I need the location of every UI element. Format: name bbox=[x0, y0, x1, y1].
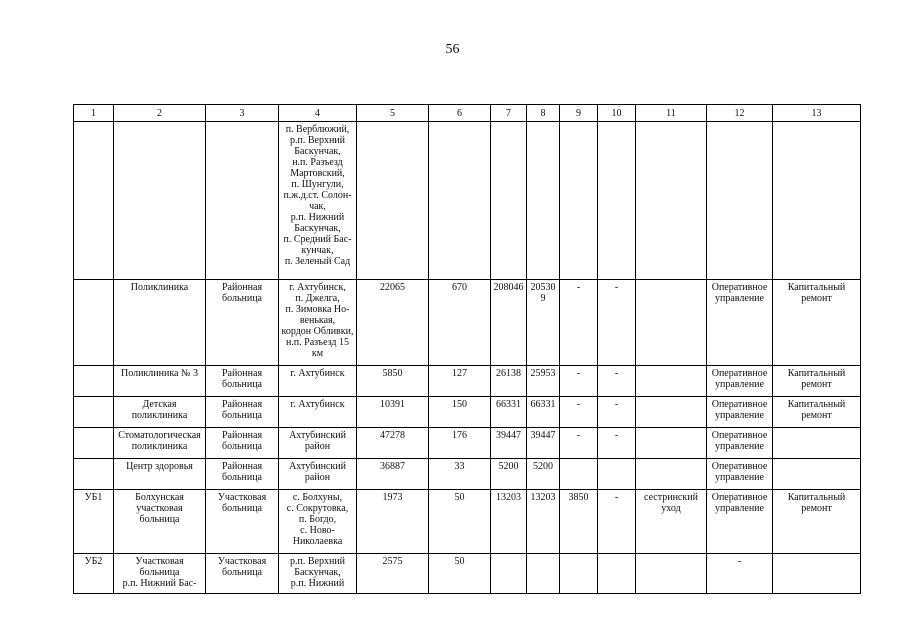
cell-col-8: 205309 bbox=[527, 280, 560, 366]
column-header-13: 13 bbox=[773, 105, 861, 122]
cell-col-2 bbox=[114, 397, 206, 428]
cell-col-9: - bbox=[560, 280, 598, 366]
cell-line: Районная bbox=[221, 368, 263, 379]
cell-line: больница bbox=[139, 514, 180, 525]
cell-line: район bbox=[304, 472, 331, 483]
cell-col-8: 66331 bbox=[527, 397, 560, 428]
cell-col-13 bbox=[773, 397, 861, 428]
cell-line: управление bbox=[715, 379, 764, 390]
table-row bbox=[74, 490, 861, 554]
cell-line: район bbox=[304, 441, 331, 452]
table-row bbox=[74, 122, 861, 280]
cell-line: Баскунчак, bbox=[294, 223, 341, 234]
cell-col-13 bbox=[773, 122, 861, 280]
cell-col-4 bbox=[279, 459, 357, 490]
cell-line: управление bbox=[715, 503, 764, 514]
cell-line: больница bbox=[222, 293, 262, 304]
cell-line: Капитальный bbox=[787, 282, 846, 293]
cell-col-13 bbox=[773, 490, 861, 554]
cell-col-13 bbox=[773, 280, 861, 366]
cell-line: Оперативное bbox=[711, 430, 768, 441]
cell-line: кордон Обливки, bbox=[281, 326, 354, 337]
cell-col-2 bbox=[114, 428, 206, 459]
cell-col-5: 1973 bbox=[357, 490, 429, 554]
cell-col-7: 39447 bbox=[491, 428, 527, 459]
cell-line: км bbox=[311, 348, 324, 359]
cell-line: больница bbox=[139, 567, 180, 578]
page-number: 56 bbox=[445, 42, 460, 57]
cell-line: Баскунчак, bbox=[294, 567, 341, 578]
column-header-12: 12 bbox=[707, 105, 773, 122]
table-header-row bbox=[74, 105, 861, 122]
cell-col-8 bbox=[527, 122, 560, 280]
cell-col-1 bbox=[74, 366, 114, 397]
cell-col-5: 47278 bbox=[357, 428, 429, 459]
cell-line: Мартовский, bbox=[290, 168, 345, 179]
cell-line: г. Ахтубинск bbox=[290, 399, 345, 410]
cell-line: Баскунчак, bbox=[294, 146, 341, 157]
cell-col-9: - bbox=[560, 397, 598, 428]
cell-line: ремонт bbox=[801, 503, 832, 514]
cell-col-11 bbox=[636, 280, 707, 366]
cell-col-1 bbox=[74, 428, 114, 459]
cell-col-4 bbox=[279, 366, 357, 397]
cell-col-10: - bbox=[598, 428, 636, 459]
cell-line: Центр здоровья bbox=[126, 461, 193, 472]
cell-line: н.п. Разъезд 15 bbox=[285, 337, 350, 348]
cell-col-9 bbox=[560, 554, 598, 594]
cell-col-7: 208046 bbox=[491, 280, 527, 366]
cell-line: Оперативное bbox=[711, 399, 768, 410]
cell-col-10: - bbox=[598, 280, 636, 366]
cell-col-1 bbox=[74, 280, 114, 366]
cell-line: п. Зимовка Но- bbox=[285, 304, 350, 315]
cell-col-4 bbox=[279, 397, 357, 428]
cell-col-4 bbox=[279, 554, 357, 594]
cell-col-3 bbox=[206, 428, 279, 459]
cell-col-3 bbox=[206, 459, 279, 490]
cell-col-10 bbox=[598, 554, 636, 594]
cell-col-6: 176 bbox=[429, 428, 491, 459]
cell-col-12 bbox=[707, 397, 773, 428]
cell-line: ремонт bbox=[801, 379, 832, 390]
cell-line: больница bbox=[222, 410, 262, 421]
cell-col-12 bbox=[707, 122, 773, 280]
cell-col-10 bbox=[598, 459, 636, 490]
cell-col-9 bbox=[560, 122, 598, 280]
cell-line: управление bbox=[715, 293, 764, 304]
cell-line: п. Шунгули, bbox=[291, 179, 344, 190]
cell-col-9: - bbox=[560, 366, 598, 397]
cell-col-11 bbox=[636, 397, 707, 428]
cell-col-10: - bbox=[598, 397, 636, 428]
cell-line: больница bbox=[222, 472, 262, 483]
table-body bbox=[74, 105, 861, 594]
cell-col-3 bbox=[206, 554, 279, 594]
column-header-11: 11 bbox=[636, 105, 707, 122]
cell-col-5 bbox=[357, 122, 429, 280]
cell-line: с. Болхуны, bbox=[292, 492, 343, 503]
cell-col-4 bbox=[279, 490, 357, 554]
cell-col-6: 50 bbox=[429, 490, 491, 554]
cell-col-9 bbox=[560, 459, 598, 490]
cell-col-13 bbox=[773, 428, 861, 459]
cell-line: п. Верблюжий, bbox=[285, 124, 350, 135]
cell-line: чак, bbox=[309, 201, 326, 212]
cell-line: п. Средний Бас- bbox=[283, 234, 352, 245]
table-row bbox=[74, 459, 861, 490]
cell-col-11 bbox=[636, 490, 707, 554]
cell-line: Участковая bbox=[217, 492, 267, 503]
cell-line: сестринский bbox=[644, 492, 698, 503]
table-row bbox=[74, 428, 861, 459]
cell-col-11 bbox=[636, 428, 707, 459]
cell-col-13 bbox=[773, 459, 861, 490]
cell-col-2 bbox=[114, 122, 206, 280]
cell-line: г. Ахтубинск, bbox=[289, 282, 346, 293]
cell-col-11 bbox=[636, 366, 707, 397]
cell-col-12 bbox=[707, 366, 773, 397]
column-header-5: 5 bbox=[357, 105, 429, 122]
column-header-3: 3 bbox=[206, 105, 279, 122]
cell-col-12 bbox=[707, 459, 773, 490]
cell-line: Районная bbox=[221, 461, 263, 472]
cell-col-8: 25953 bbox=[527, 366, 560, 397]
cell-col-5: 10391 bbox=[357, 397, 429, 428]
cell-line: больница bbox=[222, 379, 262, 390]
cell-line: Районная bbox=[221, 430, 263, 441]
cell-line: р.п. Нижний bbox=[290, 212, 345, 223]
cell-line: п.ж.д.ст. Солон- bbox=[283, 190, 352, 201]
cell-col-12 bbox=[707, 280, 773, 366]
cell-col-12 bbox=[707, 554, 773, 594]
cell-line: с. Ново- bbox=[300, 525, 335, 536]
cell-line: н.п. Разъезд bbox=[292, 157, 343, 168]
cell-line: ремонт bbox=[801, 293, 832, 304]
cell-col-2 bbox=[114, 554, 206, 594]
cell-col-1 bbox=[74, 459, 114, 490]
cell-line: Участковая bbox=[135, 556, 184, 567]
column-header-4: 4 bbox=[279, 105, 357, 122]
cell-col-3 bbox=[206, 280, 279, 366]
cell-col-12 bbox=[707, 490, 773, 554]
cell-col-7 bbox=[491, 122, 527, 280]
cell-line: больница bbox=[222, 503, 262, 514]
cell-col-2 bbox=[114, 366, 206, 397]
cell-col-4 bbox=[279, 280, 357, 366]
cell-col-5: 2575 bbox=[357, 554, 429, 594]
cell-col-6 bbox=[429, 122, 491, 280]
cell-col-1 bbox=[74, 397, 114, 428]
cell-line: Капитальный bbox=[787, 368, 846, 379]
cell-col-8: 5200 bbox=[527, 459, 560, 490]
cell-col-5: 36887 bbox=[357, 459, 429, 490]
cell-line: управление bbox=[715, 441, 764, 452]
cell-line: с. Сокрутовка, bbox=[286, 503, 349, 514]
cell-col-5: 5850 bbox=[357, 366, 429, 397]
cell-col-7: 66331 bbox=[491, 397, 527, 428]
cell-line: Оперативное bbox=[711, 368, 768, 379]
cell-col-7: 5200 bbox=[491, 459, 527, 490]
cell-line: Ахтубинский bbox=[289, 461, 346, 472]
cell-line: п. Богдо, bbox=[298, 514, 337, 525]
cell-col-7: 26138 bbox=[491, 366, 527, 397]
cell-line: больница bbox=[222, 567, 262, 578]
cell-col-6: 33 bbox=[429, 459, 491, 490]
cell-line: Капитальный bbox=[787, 399, 846, 410]
cell-line: р.п. Верхний bbox=[289, 556, 345, 567]
cell-col-12 bbox=[707, 428, 773, 459]
cell-col-13 bbox=[773, 554, 861, 594]
cell-line: участковая bbox=[136, 503, 183, 514]
cell-col-3 bbox=[206, 366, 279, 397]
cell-line: г. Ахтубинск bbox=[290, 368, 345, 379]
cell-line: Оперативное bbox=[711, 282, 768, 293]
cell-line: п. Джелга, bbox=[295, 293, 340, 304]
cell-line: - bbox=[737, 556, 742, 567]
cell-col-4 bbox=[279, 122, 357, 280]
cell-col-1: УБ2 bbox=[74, 554, 114, 594]
cell-col-8: 13203 bbox=[527, 490, 560, 554]
cell-line: р.п. Верхний bbox=[289, 135, 345, 146]
cell-col-6: 670 bbox=[429, 280, 491, 366]
cell-col-8: 39447 bbox=[527, 428, 560, 459]
cell-col-11 bbox=[636, 122, 707, 280]
cell-line: венькая, bbox=[299, 315, 336, 326]
table-row bbox=[74, 397, 861, 428]
cell-line: Оперативное bbox=[711, 492, 768, 503]
cell-line: Детская bbox=[142, 399, 177, 410]
cell-line: Капитальный bbox=[787, 492, 846, 503]
column-header-2: 2 bbox=[114, 105, 206, 122]
cell-line: Николаевка bbox=[292, 536, 343, 547]
cell-col-6: 127 bbox=[429, 366, 491, 397]
cell-line: Болхунская bbox=[135, 492, 184, 503]
cell-line: ремонт bbox=[801, 410, 832, 421]
cell-line: управление bbox=[715, 472, 764, 483]
cell-col-7 bbox=[491, 554, 527, 594]
column-header-8: 8 bbox=[527, 105, 560, 122]
cell-col-2 bbox=[114, 280, 206, 366]
cell-col-10: - bbox=[598, 366, 636, 397]
cell-line: п. Зеленый Сад bbox=[284, 256, 351, 267]
table-row bbox=[74, 280, 861, 366]
facilities-table bbox=[73, 104, 861, 594]
column-header-9: 9 bbox=[560, 105, 598, 122]
cell-col-8 bbox=[527, 554, 560, 594]
cell-col-2 bbox=[114, 459, 206, 490]
cell-col-3 bbox=[206, 122, 279, 280]
cell-col-11 bbox=[636, 459, 707, 490]
cell-col-3 bbox=[206, 397, 279, 428]
column-header-10: 10 bbox=[598, 105, 636, 122]
cell-line: Районная bbox=[221, 399, 263, 410]
column-header-6: 6 bbox=[429, 105, 491, 122]
cell-line: кунчак, bbox=[301, 245, 334, 256]
cell-line: Поликлиника № 3 bbox=[120, 368, 199, 379]
table-row bbox=[74, 554, 861, 594]
table-row bbox=[74, 366, 861, 397]
cell-col-6: 150 bbox=[429, 397, 491, 428]
cell-line: р.п. Нижний Бас- bbox=[122, 578, 197, 589]
cell-line: Стоматологическая bbox=[118, 430, 201, 441]
cell-col-5: 22065 bbox=[357, 280, 429, 366]
cell-line: Оперативное bbox=[711, 461, 768, 472]
cell-col-10: - bbox=[598, 490, 636, 554]
cell-line: уход bbox=[661, 503, 681, 514]
cell-col-4 bbox=[279, 428, 357, 459]
cell-col-1: УБ1 bbox=[74, 490, 114, 554]
cell-line: р.п. Нижний bbox=[290, 578, 345, 589]
cell-col-9: - bbox=[560, 428, 598, 459]
cell-line: больница bbox=[222, 441, 262, 452]
column-header-1: 1 bbox=[74, 105, 114, 122]
cell-col-11 bbox=[636, 554, 707, 594]
cell-line: Районная bbox=[221, 282, 263, 293]
cell-line: поликлиника bbox=[131, 441, 188, 452]
cell-col-10 bbox=[598, 122, 636, 280]
cell-col-9: 3850 bbox=[560, 490, 598, 554]
cell-col-3 bbox=[206, 490, 279, 554]
cell-col-6: 50 bbox=[429, 554, 491, 594]
cell-line: Ахтубинский bbox=[289, 430, 346, 441]
cell-line: поликлиника bbox=[131, 410, 188, 421]
cell-col-13 bbox=[773, 366, 861, 397]
cell-line: Поликлиника bbox=[130, 282, 189, 293]
cell-line: Участковая bbox=[217, 556, 267, 567]
cell-line: управление bbox=[715, 410, 764, 421]
cell-col-2 bbox=[114, 490, 206, 554]
cell-col-1 bbox=[74, 122, 114, 280]
column-header-7: 7 bbox=[491, 105, 527, 122]
cell-col-7: 13203 bbox=[491, 490, 527, 554]
